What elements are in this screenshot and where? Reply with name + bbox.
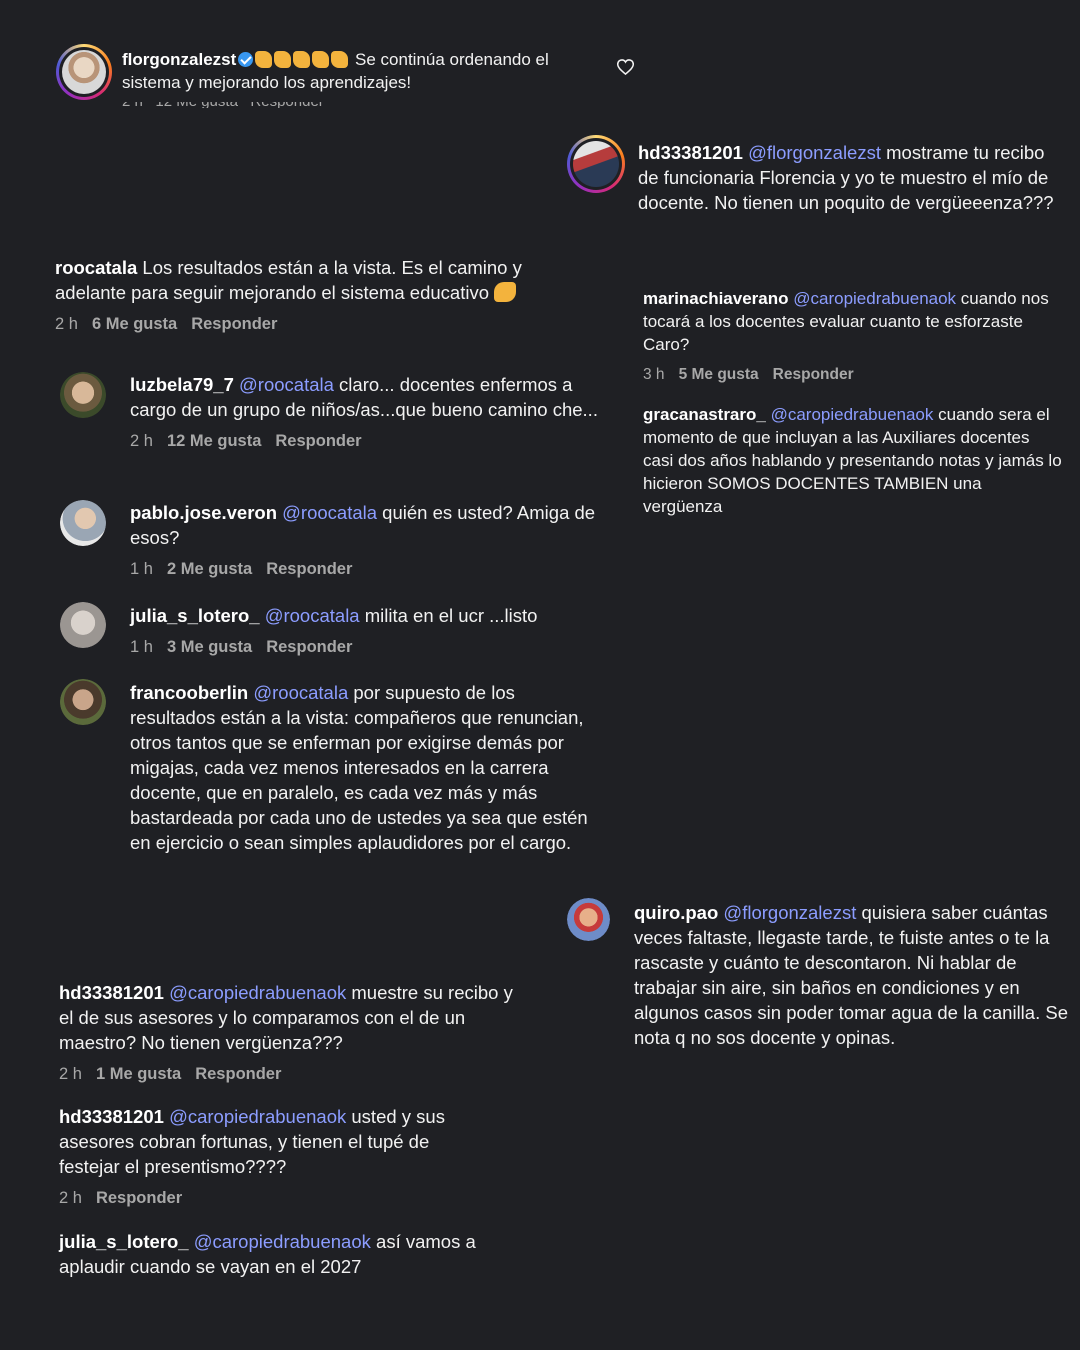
clap-emoji-icon <box>255 50 350 69</box>
comment-text: quisiera saber cuántas veces faltaste, llegaste tarde, te fuiste antes o te la rascaste y cuánto te descontaron. Ni hablar de trabajar sin aire, sin baños en condiciones y en algunos casos sin poder tomar agua de la canilla. Se nota q no sos docente y opinas. <box>634 902 1068 1048</box>
comment-meta <box>130 432 605 451</box>
comment-text: mostrame tu recibo de funcionaria Florencia y yo te muestro el mío de docente. No tienen un poquito de vergüeeenza??? <box>638 142 1054 213</box>
comment-username[interactable]: gracanastraro_ <box>643 405 766 424</box>
comment-username[interactable]: hd33381201 <box>638 142 743 163</box>
comment-time: 3 h <box>643 366 665 383</box>
comment-likes[interactable]: 2 Me gusta <box>166 560 253 578</box>
comment-julia1 <box>130 603 605 657</box>
comment-username[interactable]: julia_s_lotero_ <box>59 1231 189 1252</box>
comment-time: 2 h <box>130 432 153 450</box>
avatar-florgonzalezst[interactable] <box>56 44 112 100</box>
avatar-quiro.pao[interactable] <box>567 898 610 941</box>
comment-hd2 <box>59 980 529 1084</box>
comment-text: por supuesto de los resultados están a la vista: compañeros que renuncian, otros tantos que se enferman por exigirse demás por migajas, cada vez menos interesados en la carrera docente, que en paralelo, es cada vez más y más bastardeada por cada uno de ustedes ya sea que estén en ejercicio o sean simples aplaudidores por el cargo. <box>130 682 588 853</box>
comment-text: así vamos a aplaudir cuando se vayan en el 2027 <box>59 1231 476 1277</box>
comment-mention[interactable]: @roocatala <box>264 605 360 626</box>
comment-text: milita en el ucr ...listo <box>359 605 538 626</box>
comment-mention[interactable]: @roocatala <box>282 502 378 523</box>
comment-text: cuando sera el momento de que incluyan a las Auxiliares docentes casi dos años hablando y presentando notas y jamás lo hicieron SOMOS DOCENTES TAMBIEN una vergüenza <box>643 405 1062 516</box>
comment-text: cuando nos tocará a los docentes evaluar cuanto te esforzaste Caro? <box>643 289 1049 354</box>
avatar-luzbela79_7[interactable] <box>60 372 106 418</box>
reply-button[interactable]: Responder <box>275 432 362 450</box>
post-text: Se continúa ordenando el sistema y mejorando los aprendizajes! <box>122 50 549 92</box>
comment-pablo <box>130 500 605 579</box>
comment-likes[interactable]: 12 Me gusta <box>166 432 262 450</box>
comment-meta <box>130 560 605 579</box>
comment-time: 2 h <box>55 315 78 333</box>
comment-time: 2 h <box>59 1065 82 1083</box>
comment-mention[interactable]: @roocatala <box>239 374 334 395</box>
avatar-francooberlin[interactable] <box>60 679 106 725</box>
comment-julia2 <box>59 1229 509 1279</box>
post-meta-clipped <box>122 102 342 108</box>
comment-text: claro... docentes enfermos a cargo de un grupo de niños/as...que bueno camino che... <box>130 374 598 420</box>
comment-time: 1 h <box>130 638 153 656</box>
comment-username[interactable]: francooberlin <box>130 682 249 703</box>
reply-button[interactable]: Responder <box>266 638 353 656</box>
like-heart-icon[interactable] <box>617 59 634 75</box>
comment-luzbela <box>130 372 605 451</box>
avatar-pablo.jose.veron[interactable] <box>60 500 106 546</box>
reply-button[interactable]: Responder <box>772 366 854 383</box>
comment-text: muestre su recibo y el de sus asesores y lo comparamos con el de un maestro? No tienen vergüenza??? <box>59 982 513 1053</box>
comment-marina <box>643 287 1058 384</box>
flexed-biceps-emoji-icon <box>494 282 516 302</box>
comment-hd3 <box>59 1104 489 1208</box>
reply-button[interactable]: Responder <box>195 1065 282 1083</box>
comment-mention[interactable]: @caropiedrabuenaok <box>793 289 957 308</box>
comment-username[interactable]: luzbela79_7 <box>130 374 234 395</box>
comment-mention[interactable]: @roocatala <box>253 682 349 703</box>
comment-text: usted y sus asesores cobran fortunas, y tienen el tupé de festejar el presentismo???? <box>59 1106 445 1177</box>
comment-text: quién es usted? Amiga de esos? <box>130 502 596 548</box>
comment-time: 1 h <box>130 560 153 578</box>
comment-graca <box>643 403 1063 518</box>
comment-likes[interactable]: 3 Me gusta <box>166 638 253 656</box>
reply-button[interactable]: Responder <box>95 1189 183 1207</box>
comment-likes[interactable]: 5 Me gusta <box>678 366 759 383</box>
comment-meta <box>59 1189 489 1208</box>
post-caption <box>122 48 592 94</box>
comment-username[interactable]: pablo.jose.veron <box>130 502 278 523</box>
comment-mention[interactable]: @caropiedrabuenaok <box>169 982 347 1003</box>
comment-franco <box>130 680 600 855</box>
comment-text: Los resultados están a la vista. Es el camino y adelante para seguir mejorando el sistema educativo <box>55 257 522 303</box>
comment-username[interactable]: hd33381201 <box>59 1106 164 1127</box>
comment-username[interactable]: marinachiaverano <box>643 289 789 308</box>
comment-quiro <box>634 900 1074 1050</box>
comment-meta <box>130 638 605 657</box>
comment-time: 2 h <box>59 1189 82 1207</box>
comment-mention[interactable]: @caropiedrabuenaok <box>193 1231 371 1252</box>
avatar-julia_s_lotero_[interactable] <box>60 602 106 648</box>
comment-mention[interactable]: @florgonzalezst <box>748 142 881 163</box>
post-username[interactable]: florgonzalezst <box>122 50 237 69</box>
verified-badge-icon <box>238 52 253 67</box>
avatar-hd33381201[interactable] <box>567 135 625 193</box>
comment-likes[interactable]: 6 Me gusta <box>91 315 178 333</box>
comment-mention[interactable]: @caropiedrabuenaok <box>770 405 934 424</box>
comment-meta <box>55 315 575 334</box>
comment-roocatala <box>55 255 575 334</box>
comment-meta <box>59 1065 529 1084</box>
comment-likes[interactable]: 1 Me gusta <box>95 1065 182 1083</box>
reply-button[interactable]: Responder <box>191 315 278 333</box>
reply-button[interactable]: Responder <box>266 560 353 578</box>
comment-username[interactable]: hd33381201 <box>59 982 164 1003</box>
comment-meta <box>643 366 1058 384</box>
comment-mention[interactable]: @florgonzalezst <box>723 902 857 923</box>
comment-username[interactable]: quiro.pao <box>634 902 719 923</box>
comment-mention[interactable]: @caropiedrabuenaok <box>169 1106 347 1127</box>
comment-username[interactable]: julia_s_lotero_ <box>130 605 260 626</box>
comment-username[interactable]: roocatala <box>55 257 138 278</box>
comment-hd1 <box>638 140 1068 215</box>
